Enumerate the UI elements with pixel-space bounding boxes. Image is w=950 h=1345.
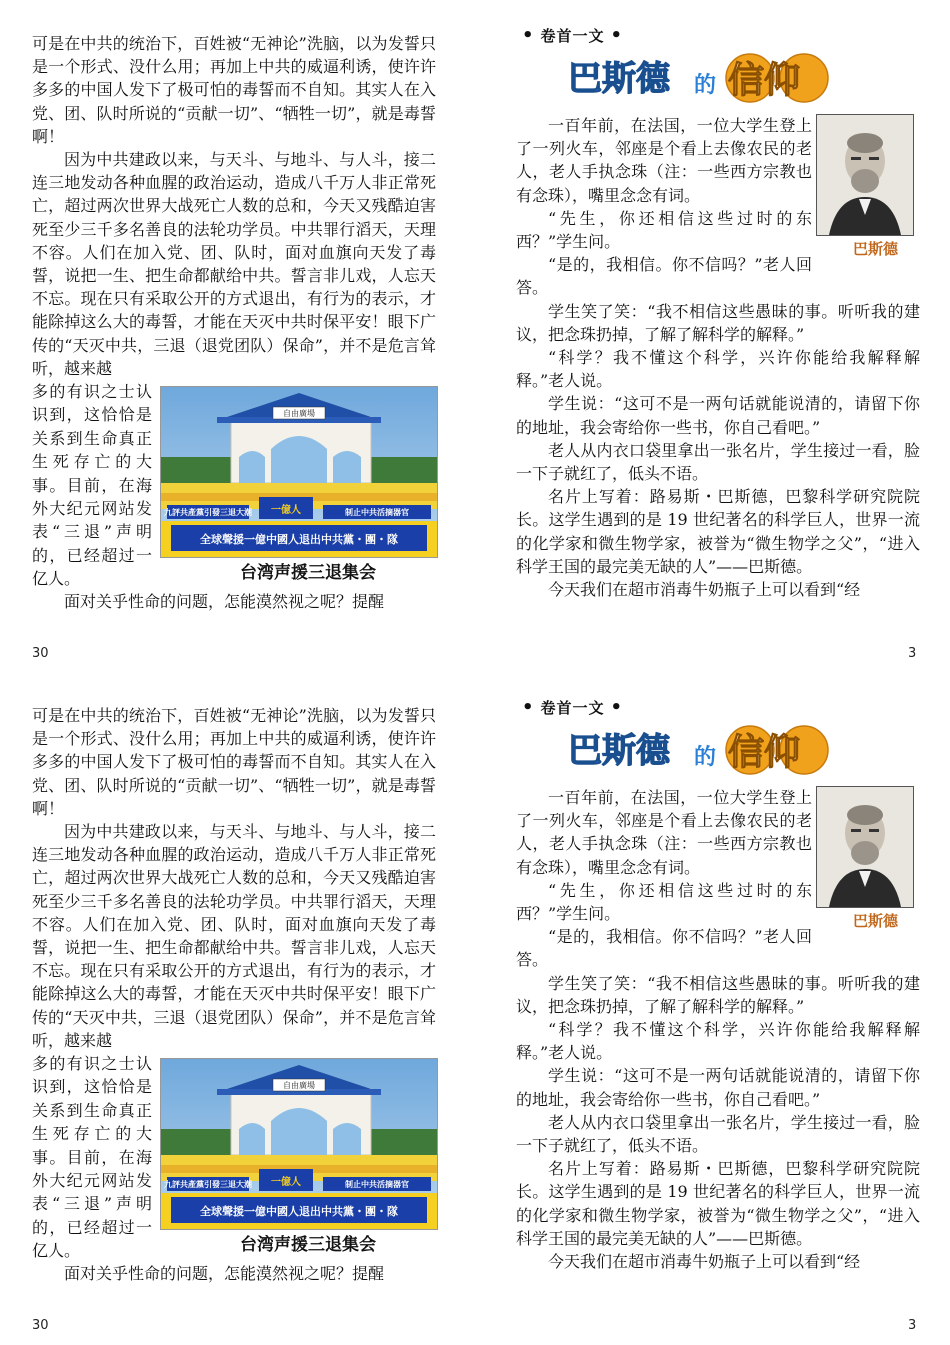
- paragraph: “科学？我不懂这个科学，兴许你能给我解释解释。”老人说。: [516, 348, 920, 391]
- gate-sign: 自由廣場: [283, 409, 315, 419]
- kicker-text: 卷首一文: [540, 27, 605, 45]
- paragraph: 一百年前，在法国，一位大学生登上了一列火车，邻座是个看上去像农民的老人，老人手执念珠（注：一些西方宗教也有念珠），嘴里念念有词。: [516, 116, 812, 205]
- banner-text: 全球聲援一億中國人退出中共黨・團・隊: [200, 1205, 398, 1219]
- title-part2: 信仰: [728, 732, 801, 773]
- portrait-caption: 巴斯德: [852, 912, 898, 930]
- bullet-icon: •: [610, 25, 624, 46]
- page-number-left: 30: [32, 1318, 49, 1333]
- paragraph: 老人从内衣口袋里拿出一张名片，学生接过一看，脸一下子就红了，低头不语。: [516, 1112, 920, 1156]
- article-title: [516, 720, 920, 776]
- page-number-left: 30: [32, 646, 49, 661]
- bullet-icon: •: [522, 697, 535, 718]
- page-spread-top: [0, 0, 950, 672]
- paragraph: 因为中共建政以来，与天斗、与地斗、与人斗，接二连三地发动各种血腥的政治运动，造成八千万人非正常死亡，超过两次世界大战死亡人数的总和，今天又残酷迫害死至少三千多名善良的法轮功学员。中共罪行滔天，天理不容。人们在加入党、团、队时，面对血旗向天发了毒誓，说把一生、把生命都献给中共。誓言非儿戏，人忘天不忘。现在只有采取公开的方式退出，有行为的表示，才能除掉这么大的毒誓，才能在天灭中共时保平安！眼下广传的“天灭中共，三退（退党团队）保命”，并不是危言耸听，越来越: [32, 150, 436, 378]
- page-number-right: 3: [908, 1318, 917, 1333]
- paragraph: 名片上写着：路易斯・巴斯德，巴黎科学研究院院长。这学生遇到的是 19 世纪著名的科学巨人，世界一流的化学家和微生物学家，被誉为“微生物学之父”，“进入科学王国的最完美无缺的人”——巴斯德。: [516, 1159, 920, 1248]
- paragraph: 面对关乎性命的问题，怎能漠然视之呢？提醒: [64, 1264, 385, 1284]
- paragraph: 学生笑了笑：“我不相信这些愚昧的事。听听我的建议，把念珠扔掉，了解了解科学的解释。”: [516, 973, 920, 1016]
- rally-photo: [160, 1058, 438, 1230]
- left-page: [32, 704, 436, 1285]
- section-kicker: [516, 24, 920, 48]
- paragraph: “先生，你还相信这些过时的东西？”学生问。: [516, 208, 812, 252]
- portrait-block: [516, 786, 920, 1273]
- title-part1: 巴斯德: [568, 731, 670, 771]
- figure-block: [32, 380, 436, 590]
- gate-sign: 自由廣場: [283, 1081, 315, 1091]
- section-kicker: [516, 696, 920, 720]
- paragraph: 学生说：“这可不是一两句话就能说清的，请留下你的地址，我会寄给你一些书，你自己看吧。”: [516, 1066, 920, 1109]
- banner-text: 九評共產黨引發三退大潮: [164, 508, 252, 518]
- title-particle: 的: [694, 745, 717, 770]
- portrait-block: [516, 114, 920, 601]
- portrait-caption: 巴斯德: [852, 240, 898, 258]
- pasteur-portrait: [816, 786, 914, 908]
- paragraph: 可是在中共的统治下，百姓被“无神论”洗脑，以为发誓只是一个形式、没什么用；再加上中共的威逼利诱，使许许多多的中国人发下了极可怕的毒誓而不自知。其实人在入党、团、队时所说的“贡献一切”、“牺牲一切”，就是毒誓啊！: [32, 34, 436, 146]
- page-spread-bottom: [0, 672, 950, 1344]
- article-title: [516, 48, 920, 104]
- page-number-right: 3: [908, 646, 917, 661]
- title-part1: 巴斯德: [568, 59, 670, 99]
- figure-side-text: [32, 380, 152, 591]
- banner-text: 一億人: [271, 1177, 301, 1189]
- paragraph: 今天我们在超市消毒牛奶瓶子上可以看到“经: [548, 580, 861, 600]
- banner-text: 制止中共活摘器官: [345, 1180, 409, 1190]
- paragraph: 多的有识之士认识到，这恰恰是关系到生命真正生死存亡的大事。目前，在海外大纪元网站发表“三退”声明的，已经超过一亿人。: [32, 382, 152, 589]
- right-page: [516, 24, 920, 601]
- paragraph: 面对关乎性命的问题，怎能漠然视之呢？提醒: [64, 592, 385, 612]
- pasteur-portrait: [816, 114, 914, 236]
- photo-caption: 台湾声援三退集会: [240, 563, 376, 584]
- bullet-icon: •: [522, 25, 535, 46]
- paragraph: 因为中共建政以来，与天斗、与地斗、与人斗，接二连三地发动各种血腥的政治运动，造成八千万人非正常死亡，超过两次世界大战死亡人数的总和，今天又残酷迫害死至少三千多名善良的法轮功学员。中共罪行滔天，天理不容。人们在加入党、团、队时，面对血旗向天发了毒誓，说把一生、把生命都献给中共。誓言非儿戏，人忘天不忘。现在只有采取公开的方式退出，有行为的表示，才能除掉这么大的毒誓，才能在天灭中共时保平安！眼下广传的“天灭中共，三退（退党团队）保命”，并不是危言耸听，越来越: [32, 822, 436, 1050]
- rally-photo: [160, 386, 438, 558]
- bullet-icon: •: [610, 697, 624, 718]
- paragraph: 学生笑了笑：“我不相信这些愚昧的事。听听我的建议，把念珠扔掉，了解了解科学的解释。”: [516, 301, 920, 344]
- title-particle: 的: [694, 73, 717, 98]
- kicker-text: 卷首一文: [540, 699, 605, 717]
- figure-side-text: [32, 1052, 152, 1263]
- paragraph: 今天我们在超市消毒牛奶瓶子上可以看到“经: [548, 1252, 861, 1272]
- paragraph: 名片上写着：路易斯・巴斯德，巴黎科学研究院院长。这学生遇到的是 19 世纪著名的科学巨人，世界一流的化学家和微生物学家，被誉为“微生物学之父”，“进入科学王国的最完美无缺的人”——巴斯德。: [516, 487, 920, 576]
- banner-text: 一億人: [271, 505, 301, 517]
- paragraph: 可是在中共的统治下，百姓被“无神论”洗脑，以为发誓只是一个形式、没什么用；再加上中共的威逼利诱，使许许多多的中国人发下了极可怕的毒誓而不自知。其实人在入党、团、队时所说的“贡献一切”、“牺牲一切”，就是毒誓啊！: [32, 706, 436, 818]
- paragraph: “是的，我相信。你不信吗？”老人回答。: [516, 255, 812, 298]
- paragraph: 老人从内衣口袋里拿出一张名片，学生接过一看，脸一下子就红了，低头不语。: [516, 440, 920, 484]
- banner-text: 九評共產黨引發三退大潮: [164, 1180, 252, 1190]
- banner-text: 全球聲援一億中國人退出中共黨・團・隊: [200, 533, 398, 547]
- paragraph: “科学？我不懂这个科学，兴许你能给我解释解释。”老人说。: [516, 1020, 920, 1063]
- paragraph: 多的有识之士认识到，这恰恰是关系到生命真正生死存亡的大事。目前，在海外大纪元网站发表“三退”声明的，已经超过一亿人。: [32, 1054, 152, 1261]
- figure-block: [32, 1052, 436, 1262]
- paragraph: 一百年前，在法国，一位大学生登上了一列火车，邻座是个看上去像农民的老人，老人手执念珠（注：一些西方宗教也有念珠），嘴里念念有词。: [516, 788, 812, 877]
- right-page: [516, 696, 920, 1273]
- paragraph: “先生，你还相信这些过时的东西？”学生问。: [516, 880, 812, 924]
- title-part2: 信仰: [728, 60, 801, 101]
- left-page: [32, 32, 436, 613]
- banner-text: 制止中共活摘器官: [345, 508, 409, 518]
- photo-caption: 台湾声援三退集会: [240, 1235, 376, 1256]
- paragraph: “是的，我相信。你不信吗？”老人回答。: [516, 927, 812, 970]
- paragraph: 学生说：“这可不是一两句话就能说清的，请留下你的地址，我会寄给你一些书，你自己看吧。”: [516, 394, 920, 437]
